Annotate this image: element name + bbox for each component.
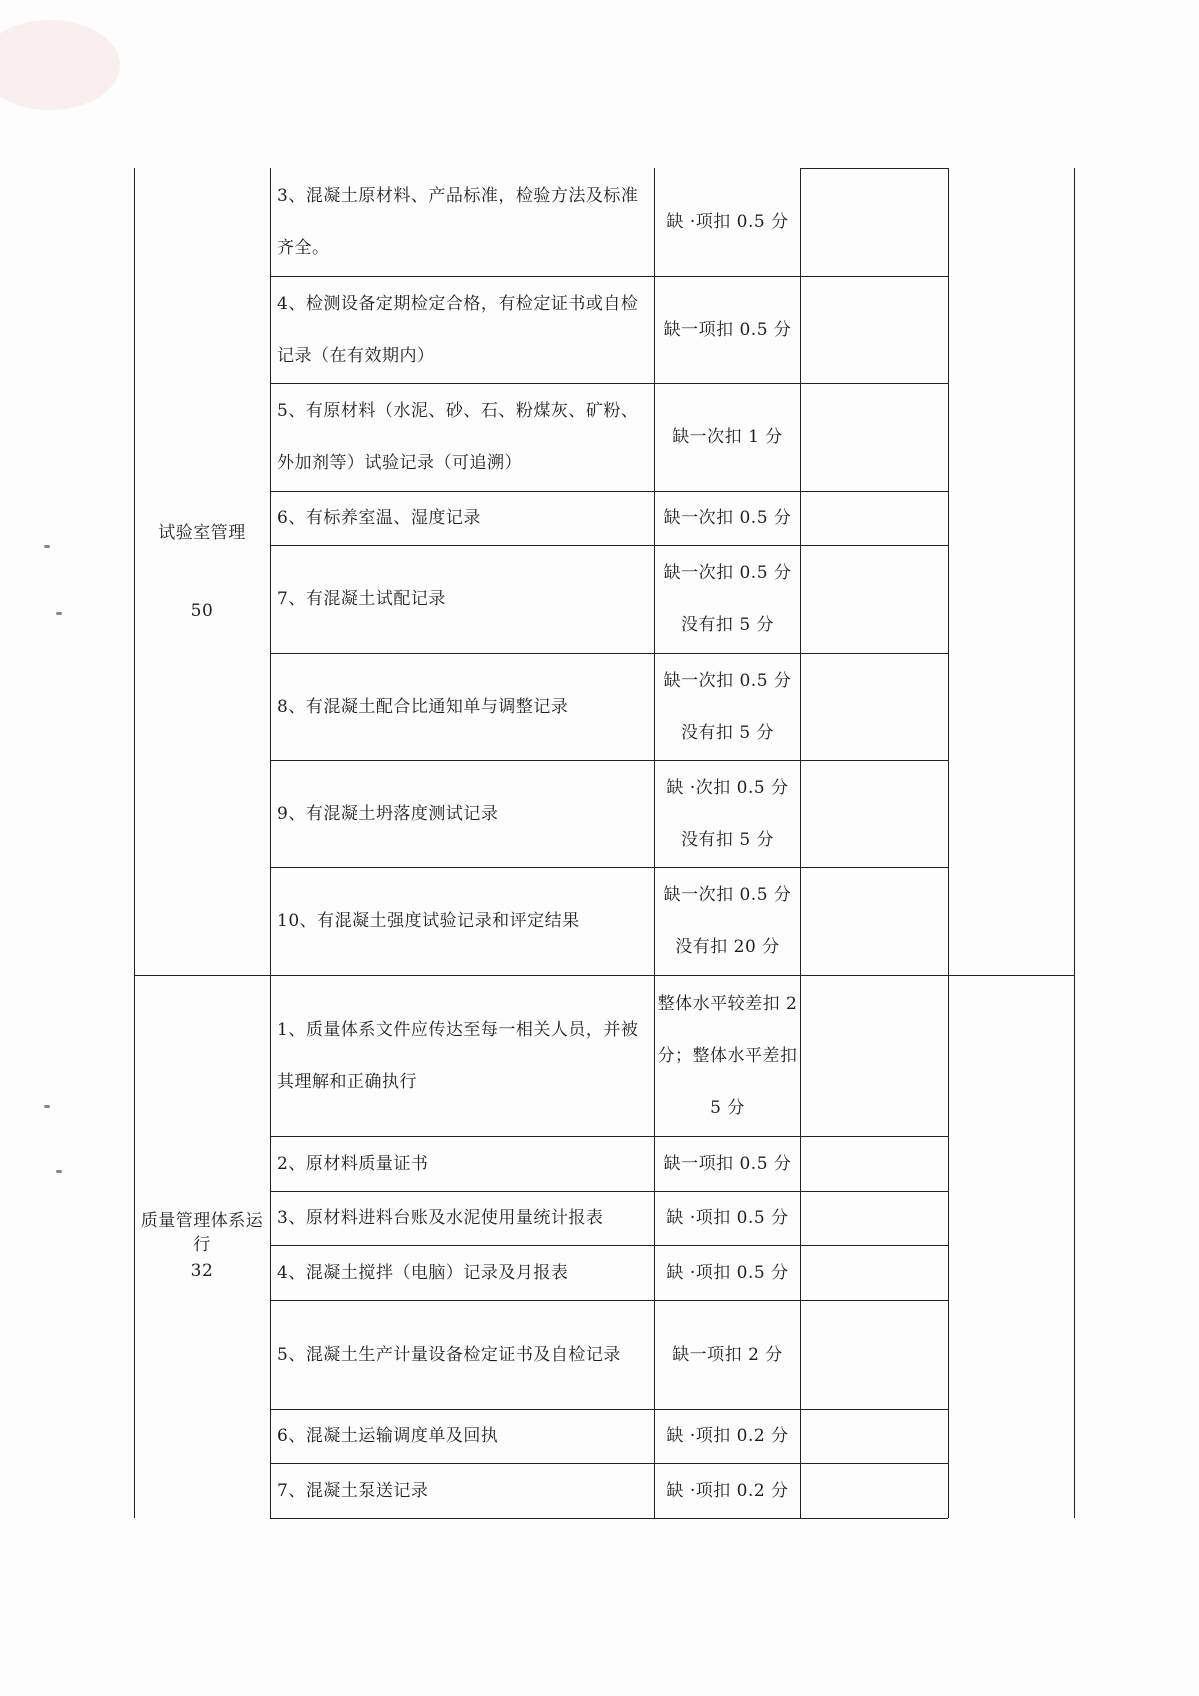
bottom-border-segment [270, 1518, 948, 1519]
table-row-item [271, 383, 654, 491]
item-text: 7、混凝土泵送记录 [277, 1480, 429, 1501]
deduction-cell [655, 1409, 800, 1463]
item-text: 8、有混凝土配合比通知单与调整记录 [277, 696, 569, 717]
table-row-item [271, 760, 654, 867]
item-text: 6、有标养室温、湿度记录 [277, 508, 481, 528]
deduction-text: 缺 ·项扣 0.5 分 [666, 1262, 789, 1283]
deduction-text: 缺 ·项扣 0.2 分 [666, 1480, 789, 1501]
deduction-text: 缺 ·项扣 0.5 分 [666, 1208, 789, 1228]
deduction-text: 缺一项扣 0.5 分 [663, 319, 792, 340]
table-row-item [271, 545, 654, 653]
table-row-item [271, 1463, 654, 1518]
deduction-text: 缺一项扣 0.5 分 [663, 1153, 792, 1174]
scan-dot [44, 1105, 50, 1108]
table-row-item [271, 1191, 654, 1245]
scan-dot [44, 545, 50, 548]
deduction-text: 缺一次扣 1 分 [672, 427, 783, 447]
column-divider-remark [948, 168, 949, 1518]
item-text: 4、检测设备定期检定合格，有检定证书或自检记录（在有效期内） [277, 293, 639, 366]
item-text: 7、有混凝土试配记录 [277, 589, 446, 609]
deduction-text: 缺 ·项扣 0.5 分 [666, 212, 789, 232]
deduction-cell [655, 276, 800, 383]
deduction-cell [655, 1191, 800, 1245]
deduction-text: 缺一次扣 0.5 分 没有扣 5 分 [663, 563, 792, 635]
category-score: 32 [190, 1261, 214, 1281]
table-right-border [1074, 168, 1075, 1518]
deduction-text: 缺一次扣 0.5 分 没有扣 5 分 [663, 670, 792, 743]
scan-dot [56, 612, 62, 615]
deduction-cell [655, 760, 800, 867]
category-name: 质量管理体系运行 [140, 1211, 264, 1255]
category-cell-quality [134, 976, 270, 1518]
deduction-cell [655, 976, 800, 1136]
deduction-text: 整体水平较差扣 2 分；整体水平差扣 5 分 [657, 994, 798, 1118]
category-name: 试验室管理 [158, 522, 246, 543]
deduction-cell [655, 383, 800, 491]
scan-smudge [0, 20, 120, 110]
item-text: 9、有混凝土坍落度测试记录 [277, 803, 499, 824]
item-text: 10、有混凝土强度试验记录和评定结果 [277, 911, 580, 931]
deduction-cell [655, 1136, 800, 1191]
table-row-item [271, 1300, 654, 1409]
deduction-text: 缺一次扣 0.5 分 [663, 508, 792, 528]
item-text: 4、混凝土搅拌（电脑）记录及月报表 [277, 1262, 569, 1283]
item-text: 5、混凝土生产计量设备检定证书及自检记录 [277, 1344, 621, 1365]
table-row-item [271, 976, 654, 1136]
deduction-text: 缺 ·项扣 0.2 分 [666, 1426, 789, 1446]
item-text: 6、混凝土运输调度单及回执 [277, 1426, 499, 1446]
table-row-item [271, 653, 654, 760]
deduction-cell [655, 491, 800, 545]
table-row-item [271, 1136, 654, 1191]
deduction-cell [655, 1463, 800, 1518]
table-row-item [271, 1409, 654, 1463]
table-row-item [271, 276, 654, 383]
table-row-item [271, 1245, 654, 1300]
deduction-cell [655, 867, 800, 975]
category-cell-lab [134, 168, 270, 975]
deduction-text: 缺一项扣 2 分 [672, 1344, 783, 1365]
deduction-cell [655, 1300, 800, 1409]
scan-dot [56, 1170, 62, 1173]
table-row-item [271, 867, 654, 975]
table-row-item [271, 491, 654, 545]
deduction-text: 缺 ·次扣 0.5 分 没有扣 5 分 [666, 777, 789, 850]
deduction-text: 缺一次扣 0.5 分 没有扣 20 分 [663, 885, 792, 957]
column-divider-score [800, 168, 801, 1518]
top-border-segment [800, 168, 948, 169]
category-score: 50 [190, 600, 214, 621]
item-text: 2、原材料质量证书 [277, 1153, 429, 1174]
item-text: 1、质量体系文件应传达至每一相关人员，并被其理解和正确执行 [277, 1020, 639, 1092]
item-text: 3、原材料进料台账及水泥使用量统计报表 [277, 1208, 604, 1228]
deduction-cell [655, 1245, 800, 1300]
deduction-cell [655, 168, 800, 276]
item-text: 3、混凝土原材料、产品标准，检验方法及标准齐全。 [277, 186, 639, 258]
deduction-cell [655, 653, 800, 760]
item-text: 5、有原材料（水泥、砂、石、粉煤灰、矿粉、外加剂等）试验记录（可追溯） [277, 401, 639, 473]
deduction-cell [655, 545, 800, 653]
table-row-item [271, 168, 654, 276]
